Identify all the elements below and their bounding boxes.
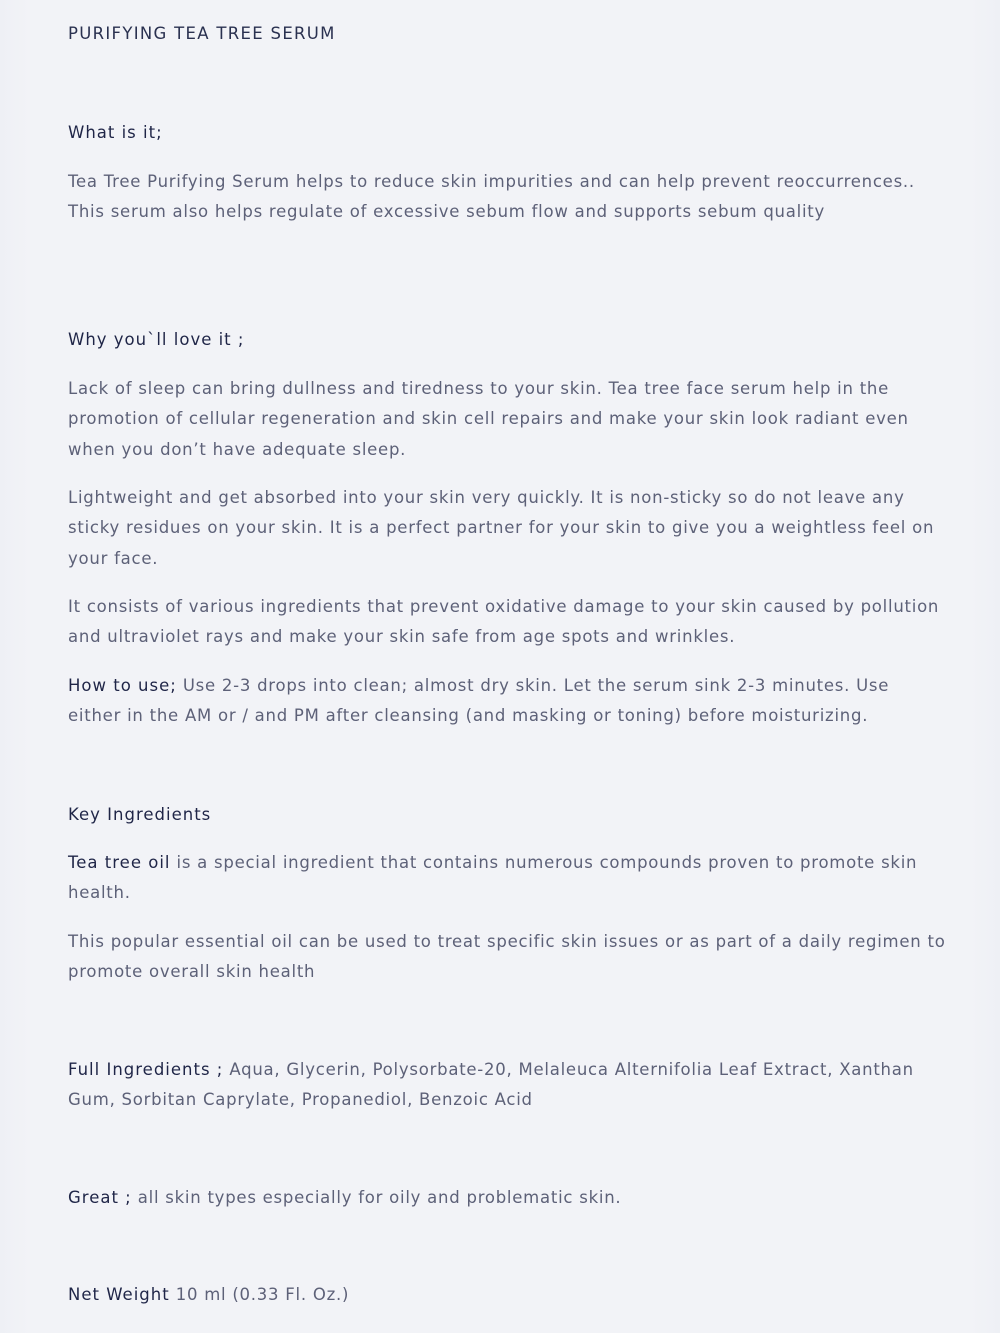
net-weight [68,1280,948,1310]
great-for [68,1183,948,1213]
full-ingredients-label: Full Ingredients ; [68,1060,224,1079]
tea-tree-oil-text [68,848,948,909]
full-ingredients [68,1055,948,1116]
what-is-it-text: Tea Tree Purifying Serum helps to reduce skin impurities and can help prevent reoccurrences.. This serum also helps regulate of excessive sebum flow and supports sebum quality [68,172,915,222]
how-to-use [68,671,948,732]
why-love-paragraph-3: It consists of various ingredients that prevent oxidative damage to your skin caused by pollution and ultraviolet rays and make your skin safe from age spots and wrinkles. [68,597,940,647]
net-weight-value: 10 ml (0.33 Fl. Oz.) [169,1285,350,1304]
great-for-label: Great ; [68,1188,132,1207]
why-love-paragraph-2: Lightweight and get absorbed into your skin very quickly. It is non-sticky so do not leave any sticky residues on your skin. It is a perfect partner for your skin to give you a weightless feel on your face. [68,488,935,568]
why-love-heading: Why you`ll love it ; [68,330,245,349]
full-ingredients-list: Aqua, Glycerin, Polysorbate-20, Melaleuca Alternifolia Leaf Extract, Xanthan Gum, Sorbitan Caprylate, Propanediol, Benzoic Acid [68,1060,914,1110]
key-ingredients-heading: Key Ingredients [68,805,212,824]
why-love-paragraph-1: Lack of sleep can bring dullness and tiredness to your skin. Tea tree face serum help in the promotion of cellular regeneration and skin cell repairs and make your skin look radiant even when you don’t have adequate sleep. [68,379,909,459]
tea-tree-oil-description: is a special ingredient that contains numerous compounds proven to promote skin health. [68,853,918,903]
what-is-it-heading: What is it; [68,123,163,142]
essential-oil-text: This popular essential oil can be used to treat specific skin issues or as part of a daily regimen to promote overall skin health [68,932,946,982]
net-weight-label: Net Weight [68,1285,170,1304]
how-to-use-text: Use 2-3 drops into clean; almost dry skin. Let the serum sink 2-3 minutes. Use either in the AM or / and PM after cleansing (and masking or toning) before moisturizing. [68,676,890,726]
product-title: PURIFYING TEA TREE SERUM [68,24,336,43]
tea-tree-oil-label: Tea tree oil [68,853,171,872]
how-to-use-label: How to use; [68,676,177,695]
great-for-text: all skin types especially for oily and problematic skin. [131,1188,622,1207]
